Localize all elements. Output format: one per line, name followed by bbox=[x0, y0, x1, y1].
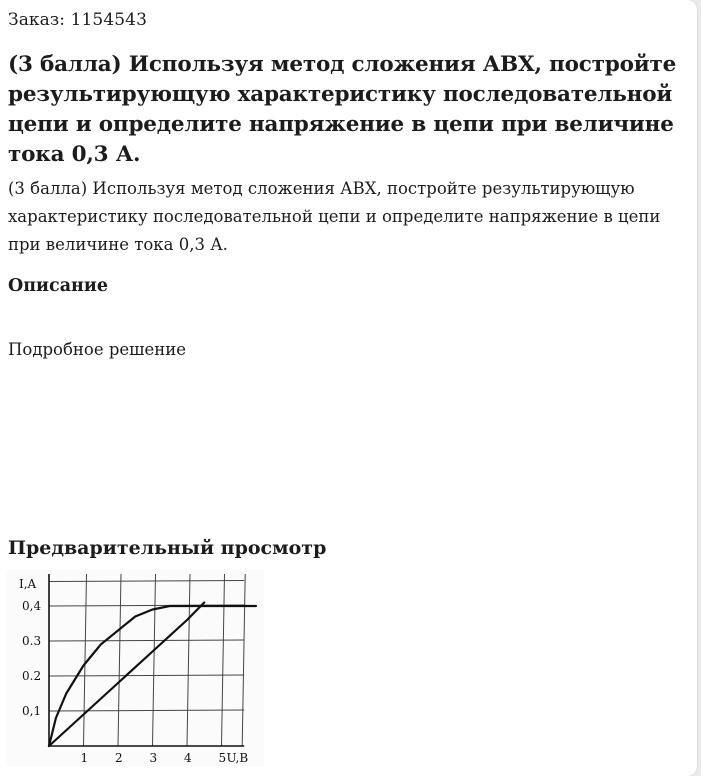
grid-line-horizontal bbox=[49, 640, 244, 641]
grid-line-vertical bbox=[222, 574, 225, 746]
grid-line-vertical bbox=[153, 574, 156, 746]
description-heading: Описание bbox=[8, 276, 108, 296]
grid-line-horizontal bbox=[49, 581, 244, 582]
preview-chart bbox=[6, 570, 264, 766]
order-number: Заказ: 1154543 bbox=[8, 10, 148, 30]
task-title: (3 балла) Используя метод сложения АВХ, постройте результирующую характеристику последовательной цепи и определите напряжение в цепи при величине тока 0,3 А. bbox=[8, 52, 677, 167]
grid-line-horizontal bbox=[49, 710, 244, 711]
grid-line-vertical bbox=[242, 574, 245, 746]
grid-line-vertical bbox=[187, 574, 190, 746]
x-tick-label: 3 bbox=[149, 751, 158, 765]
x-axis-label: U,В bbox=[226, 751, 249, 765]
y-tick-label: 0,4 bbox=[22, 599, 42, 613]
x-tick-label: 4 bbox=[184, 751, 192, 765]
y-tick-label: 0.3 bbox=[22, 634, 42, 648]
y-axis-label: I,A bbox=[19, 577, 37, 591]
x-tick-label: 1 bbox=[80, 751, 89, 765]
y-tick-label: 0,1 bbox=[22, 704, 42, 718]
description-text: Подробное решение bbox=[8, 340, 187, 359]
grid-line-vertical bbox=[118, 574, 121, 746]
x-tick-label: 5 bbox=[218, 751, 227, 765]
task-text: (3 балла) Используя метод сложения АВХ, постройте результирующую характеристику последовательной цепи и определите напряжение в цепи при величине тока 0,3 А. bbox=[8, 179, 661, 254]
grid-line-vertical bbox=[84, 574, 87, 746]
y-tick-label: 0.2 bbox=[22, 669, 42, 683]
x-tick-label: 2 bbox=[115, 751, 123, 765]
chart-svg bbox=[6, 570, 264, 766]
preview-heading: Предварительный просмотр bbox=[8, 537, 327, 559]
